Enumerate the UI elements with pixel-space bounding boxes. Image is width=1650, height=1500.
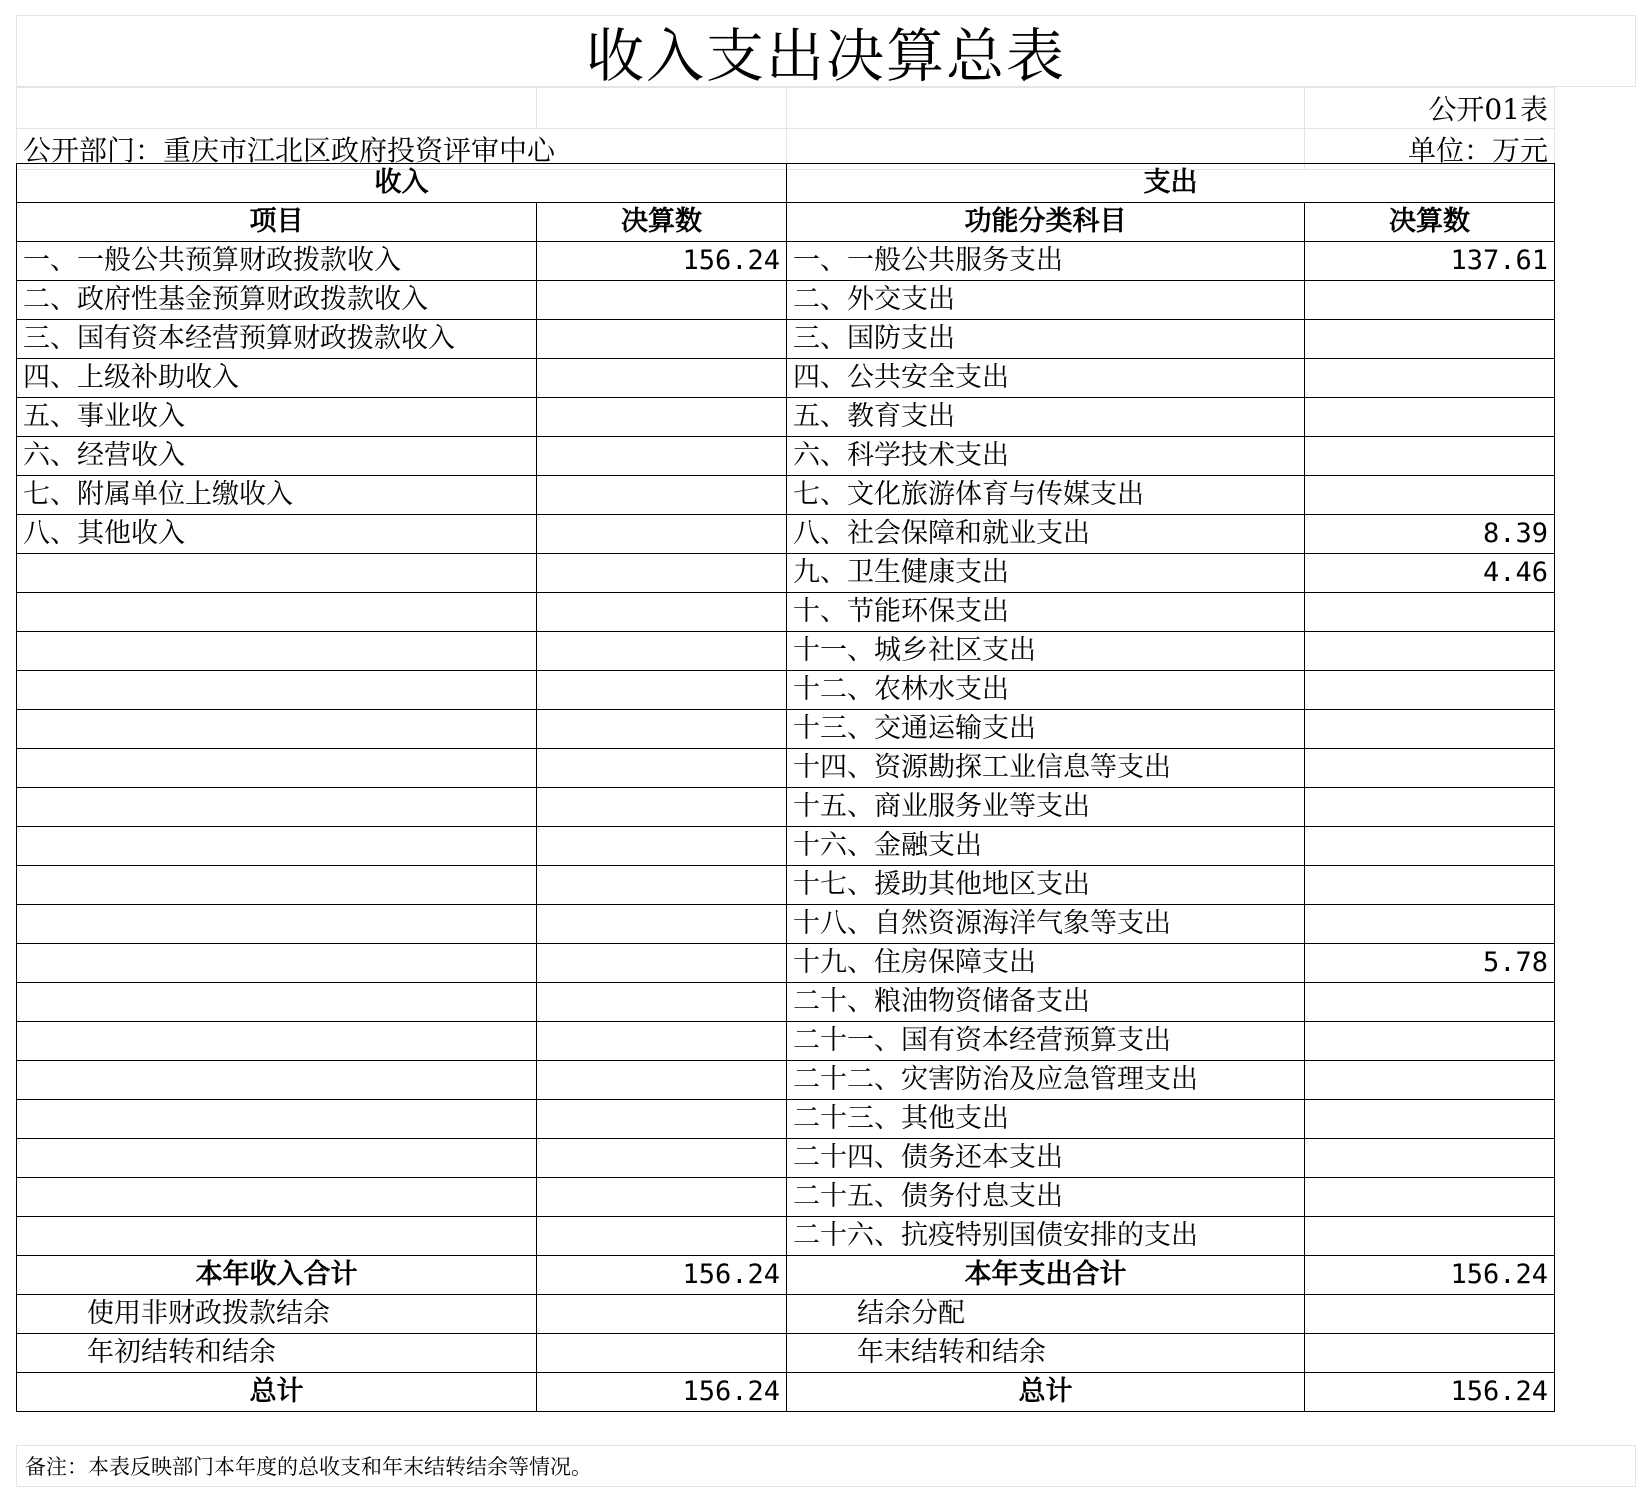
income-amount-cell bbox=[537, 1217, 787, 1256]
expense-amount-cell bbox=[1305, 1061, 1555, 1100]
page-title: 收入支出决算总表 bbox=[16, 15, 1636, 87]
expense-total-amount: 156.24 bbox=[1305, 1373, 1555, 1412]
unit-label: 单位：万元 bbox=[1305, 129, 1555, 170]
expense-item-cell: 十八、自然资源海洋气象等支出 bbox=[787, 905, 1305, 944]
expense-item-cell: 七、文化旅游体育与传媒支出 bbox=[787, 476, 1305, 515]
income-amount-cell bbox=[537, 983, 787, 1022]
income-amount-cell bbox=[537, 281, 787, 320]
table-row bbox=[17, 749, 1555, 788]
footnote: 备注：本表反映部门本年度的总收支和年末结转结余等情况。 bbox=[16, 1445, 1636, 1487]
table-row bbox=[17, 281, 1555, 320]
income-item-cell bbox=[17, 671, 537, 710]
expense-item-cell: 二十一、国有资本经营预算支出 bbox=[787, 1022, 1305, 1061]
income-amount-cell bbox=[537, 359, 787, 398]
expense-amount-cell bbox=[1305, 866, 1555, 905]
table-row bbox=[17, 593, 1555, 632]
expense-item-cell: 二十三、其他支出 bbox=[787, 1100, 1305, 1139]
table-row bbox=[17, 476, 1555, 515]
income-amount-cell bbox=[537, 1100, 787, 1139]
budget-table bbox=[16, 163, 1555, 1412]
expense-item-cell: 十九、住房保障支出 bbox=[787, 944, 1305, 983]
expense-item-cell: 十二、农林水支出 bbox=[787, 671, 1305, 710]
table-row bbox=[17, 515, 1555, 554]
income-item-cell bbox=[17, 866, 537, 905]
meta-empty-cell bbox=[17, 88, 537, 129]
income-amount-cell bbox=[537, 788, 787, 827]
expense-item-cell: 十七、援助其他地区支出 bbox=[787, 866, 1305, 905]
table-row bbox=[17, 554, 1555, 593]
income-item-cell bbox=[17, 554, 537, 593]
expense-item-cell: 二十四、债务还本支出 bbox=[787, 1139, 1305, 1178]
income-amount-cell bbox=[537, 749, 787, 788]
extra-expense-item: 年末结转和结余 bbox=[787, 1334, 1305, 1373]
income-amount-cell bbox=[537, 398, 787, 437]
table-row bbox=[17, 944, 1555, 983]
table-row bbox=[17, 1022, 1555, 1061]
meta-table bbox=[16, 87, 1555, 170]
table-row bbox=[17, 905, 1555, 944]
expense-item-cell: 二十、粮油物资储备支出 bbox=[787, 983, 1305, 1022]
extra-expense-amount bbox=[1305, 1295, 1555, 1334]
expense-amount-cell bbox=[1305, 437, 1555, 476]
income-item-cell bbox=[17, 1100, 537, 1139]
income-header: 收入 bbox=[17, 164, 787, 203]
table-row bbox=[17, 1217, 1555, 1256]
income-amount-cell bbox=[537, 866, 787, 905]
expense-subtotal-amount: 156.24 bbox=[1305, 1256, 1555, 1295]
income-amount-cell bbox=[537, 320, 787, 359]
income-item-cell bbox=[17, 1178, 537, 1217]
income-item-cell: 四、上级补助收入 bbox=[17, 359, 537, 398]
table-row bbox=[17, 320, 1555, 359]
extra-income-amount bbox=[537, 1334, 787, 1373]
expense-amount-cell bbox=[1305, 281, 1555, 320]
expense-item-cell: 十三、交通运输支出 bbox=[787, 710, 1305, 749]
expense-item-cell: 二十二、灾害防治及应急管理支出 bbox=[787, 1061, 1305, 1100]
expense-amount-cell bbox=[1305, 320, 1555, 359]
table-row bbox=[17, 866, 1555, 905]
table-row bbox=[17, 827, 1555, 866]
expense-amount-cell bbox=[1305, 398, 1555, 437]
income-item-cell: 五、事业收入 bbox=[17, 398, 537, 437]
expense-amount-cell bbox=[1305, 1178, 1555, 1217]
expense-item-header: 功能分类科目 bbox=[787, 203, 1305, 242]
income-amount-header: 决算数 bbox=[537, 203, 787, 242]
table-row bbox=[17, 398, 1555, 437]
expense-amount-cell bbox=[1305, 671, 1555, 710]
table-row bbox=[17, 359, 1555, 398]
income-item-cell: 六、经营收入 bbox=[17, 437, 537, 476]
expense-amount-cell bbox=[1305, 983, 1555, 1022]
income-item-cell bbox=[17, 593, 537, 632]
table-row bbox=[17, 1100, 1555, 1139]
expense-amount-cell bbox=[1305, 1139, 1555, 1178]
income-item-cell bbox=[17, 1139, 537, 1178]
table-row bbox=[17, 671, 1555, 710]
table-row bbox=[17, 1178, 1555, 1217]
income-item-header: 项目 bbox=[17, 203, 537, 242]
expense-item-cell: 十、节能环保支出 bbox=[787, 593, 1305, 632]
expense-item-cell: 十一、城乡社区支出 bbox=[787, 632, 1305, 671]
extra-income-item: 年初结转和结余 bbox=[17, 1334, 537, 1373]
income-amount-cell bbox=[537, 515, 787, 554]
expense-item-cell: 二十六、抗疫特别国债安排的支出 bbox=[787, 1217, 1305, 1256]
expense-amount-cell bbox=[1305, 1022, 1555, 1061]
table-row bbox=[17, 1061, 1555, 1100]
table-row bbox=[17, 710, 1555, 749]
extra-expense-amount bbox=[1305, 1334, 1555, 1373]
income-item-cell bbox=[17, 710, 537, 749]
income-amount-cell bbox=[537, 905, 787, 944]
expense-item-cell: 一、一般公共服务支出 bbox=[787, 242, 1305, 281]
extra-income-amount bbox=[537, 1295, 787, 1334]
extra-expense-item: 结余分配 bbox=[787, 1295, 1305, 1334]
income-amount-cell: 156.24 bbox=[537, 242, 787, 281]
table-row bbox=[17, 1139, 1555, 1178]
meta-empty-cell bbox=[537, 88, 787, 129]
table-row bbox=[17, 242, 1555, 281]
department-label: 公开部门：重庆市江北区政府投资评审中心 bbox=[17, 129, 787, 170]
expense-subtotal-label: 本年支出合计 bbox=[787, 1256, 1305, 1295]
expense-amount-header: 决算数 bbox=[1305, 203, 1555, 242]
income-item-cell: 三、国有资本经营预算财政拨款收入 bbox=[17, 320, 537, 359]
expense-item-cell: 三、国防支出 bbox=[787, 320, 1305, 359]
expense-amount-cell bbox=[1305, 905, 1555, 944]
income-item-cell bbox=[17, 1217, 537, 1256]
expense-item-cell: 十六、金融支出 bbox=[787, 827, 1305, 866]
table-row bbox=[17, 437, 1555, 476]
income-item-cell bbox=[17, 944, 537, 983]
income-item-cell bbox=[17, 1061, 537, 1100]
expense-amount-cell: 8.39 bbox=[1305, 515, 1555, 554]
expense-amount-cell: 137.61 bbox=[1305, 242, 1555, 281]
income-amount-cell bbox=[537, 476, 787, 515]
income-amount-cell bbox=[537, 710, 787, 749]
income-item-cell bbox=[17, 749, 537, 788]
expense-total-label: 总计 bbox=[787, 1373, 1305, 1412]
income-amount-cell bbox=[537, 554, 787, 593]
expense-amount-cell bbox=[1305, 359, 1555, 398]
income-item-cell bbox=[17, 1022, 537, 1061]
expense-amount-cell bbox=[1305, 632, 1555, 671]
income-item-cell bbox=[17, 983, 537, 1022]
expense-amount-cell bbox=[1305, 749, 1555, 788]
table-row bbox=[17, 632, 1555, 671]
expense-amount-cell bbox=[1305, 1217, 1555, 1256]
expense-item-cell: 二十五、债务付息支出 bbox=[787, 1178, 1305, 1217]
income-item-cell: 七、附属单位上缴收入 bbox=[17, 476, 537, 515]
expense-amount-cell bbox=[1305, 827, 1555, 866]
expense-item-cell: 二、外交支出 bbox=[787, 281, 1305, 320]
expense-amount-cell bbox=[1305, 788, 1555, 827]
table-row bbox=[17, 788, 1555, 827]
income-total-label: 总计 bbox=[17, 1373, 537, 1412]
extra-income-item: 使用非财政拨款结余 bbox=[17, 1295, 537, 1334]
expense-item-cell: 四、公共安全支出 bbox=[787, 359, 1305, 398]
expense-amount-cell bbox=[1305, 1100, 1555, 1139]
expense-amount-cell bbox=[1305, 710, 1555, 749]
income-item-cell bbox=[17, 827, 537, 866]
income-amount-cell bbox=[537, 1022, 787, 1061]
meta-empty-cell bbox=[787, 88, 1305, 129]
income-item-cell: 八、其他收入 bbox=[17, 515, 537, 554]
expense-item-cell: 十四、资源勘探工业信息等支出 bbox=[787, 749, 1305, 788]
income-amount-cell bbox=[537, 632, 787, 671]
income-subtotal-amount: 156.24 bbox=[537, 1256, 787, 1295]
income-item-cell: 二、政府性基金预算财政拨款收入 bbox=[17, 281, 537, 320]
income-amount-cell bbox=[537, 944, 787, 983]
income-amount-cell bbox=[537, 1178, 787, 1217]
expense-item-cell: 六、科学技术支出 bbox=[787, 437, 1305, 476]
income-total-amount: 156.24 bbox=[537, 1373, 787, 1412]
expense-item-cell: 九、卫生健康支出 bbox=[787, 554, 1305, 593]
expense-amount-cell: 5.78 bbox=[1305, 944, 1555, 983]
income-amount-cell bbox=[537, 671, 787, 710]
table-code: 公开01表 bbox=[1305, 88, 1555, 129]
income-amount-cell bbox=[537, 437, 787, 476]
income-item-cell bbox=[17, 788, 537, 827]
income-amount-cell bbox=[537, 593, 787, 632]
income-amount-cell bbox=[537, 827, 787, 866]
expense-amount-cell bbox=[1305, 593, 1555, 632]
expense-item-cell: 五、教育支出 bbox=[787, 398, 1305, 437]
expense-amount-cell: 4.46 bbox=[1305, 554, 1555, 593]
expense-item-cell: 八、社会保障和就业支出 bbox=[787, 515, 1305, 554]
income-item-cell bbox=[17, 632, 537, 671]
expense-header: 支出 bbox=[787, 164, 1555, 203]
income-item-cell bbox=[17, 905, 537, 944]
income-amount-cell bbox=[537, 1139, 787, 1178]
expense-item-cell: 十五、商业服务业等支出 bbox=[787, 788, 1305, 827]
income-subtotal-label: 本年收入合计 bbox=[17, 1256, 537, 1295]
income-item-cell: 一、一般公共预算财政拨款收入 bbox=[17, 242, 537, 281]
table-row bbox=[17, 983, 1555, 1022]
expense-amount-cell bbox=[1305, 476, 1555, 515]
income-amount-cell bbox=[537, 1061, 787, 1100]
